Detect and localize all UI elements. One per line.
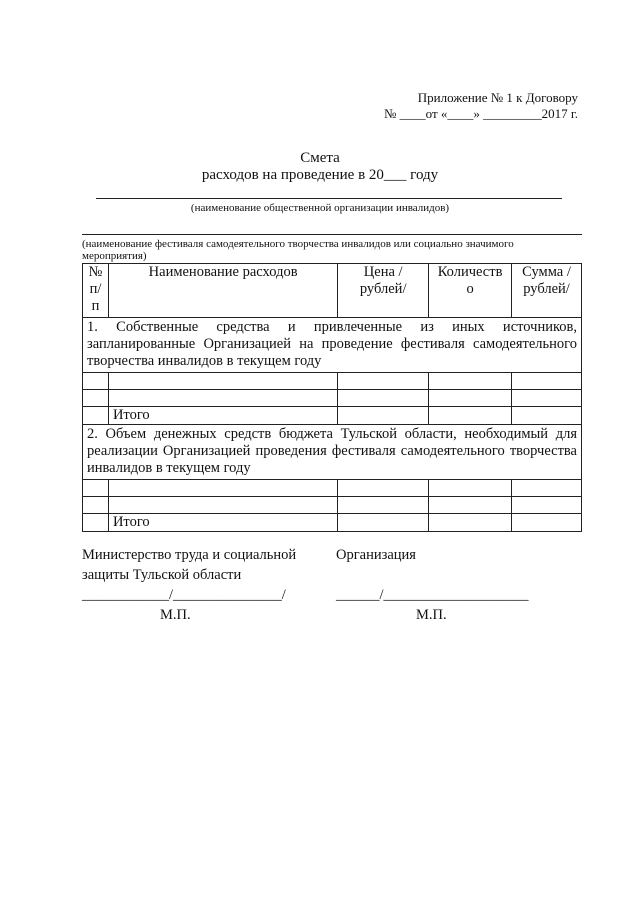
budget-table: [82, 263, 582, 532]
org-name-caption: (наименование общественной организации инвалидов): [190, 202, 450, 214]
header-sum: Сумма /рублей/: [512, 264, 582, 318]
table-row: [83, 480, 582, 497]
section-1-total-row: [83, 407, 582, 425]
header-price: Цена /рублей/: [338, 264, 429, 318]
ministry-block: [82, 545, 296, 625]
ministry-signature-line: ____________/_______________/: [82, 587, 286, 603]
header-number: № п/ п: [83, 264, 109, 318]
festival-name-caption: (наименование фестиваля самодеятельного творчества инвалидов или социально значимого мероприятия): [82, 238, 514, 262]
ministry-stamp: М.П.: [160, 607, 191, 623]
appendix-line-1: Приложение № 1 к Договору: [417, 90, 578, 105]
appendix-line-2: № ____от «____» _________2017 г.: [383, 106, 578, 121]
section-1-text: 1. Собственные средства и привлеченные из иных источников, запланированные Организацией на проведение фестиваля самодеятельного творчества инвалидов в текущем году: [83, 318, 582, 373]
festival-name-line: [82, 234, 582, 235]
organization-signature-line: ______/____________________: [336, 587, 529, 603]
header-name: Наименование расходов: [108, 264, 337, 318]
table-row: [83, 390, 582, 407]
organization-stamp: М.П.: [416, 607, 447, 623]
organization-block: [336, 545, 529, 625]
organization-label: Организация: [336, 547, 416, 563]
ministry-name-line-2: защиты Тульской области: [82, 567, 242, 583]
section-2-text: 2. Объем денежных средств бюджета Тульской области, необходимый для реализации Организацией проведения фестиваля самодеятельного творчества инвалидов в текущем году: [83, 425, 582, 480]
org-name-line: [96, 198, 562, 199]
table-header-row: [83, 264, 582, 318]
appendix-header: [384, 90, 578, 122]
title-line-2: расходов на проведение в 20___ году: [201, 167, 439, 183]
title-line-1: Смета: [300, 150, 340, 166]
table-row: [83, 497, 582, 514]
total-label: Итого: [108, 407, 337, 425]
header-quantity: Количеств о: [429, 264, 512, 318]
section-2-row: [83, 425, 582, 480]
document-title: [0, 150, 640, 184]
section-2-total-row: [83, 514, 582, 532]
ministry-name-line-1: Министерство труда и социальной: [82, 547, 297, 563]
section-1-row: [83, 318, 582, 373]
total-label: Итого: [108, 514, 337, 532]
table-row: [83, 373, 582, 390]
